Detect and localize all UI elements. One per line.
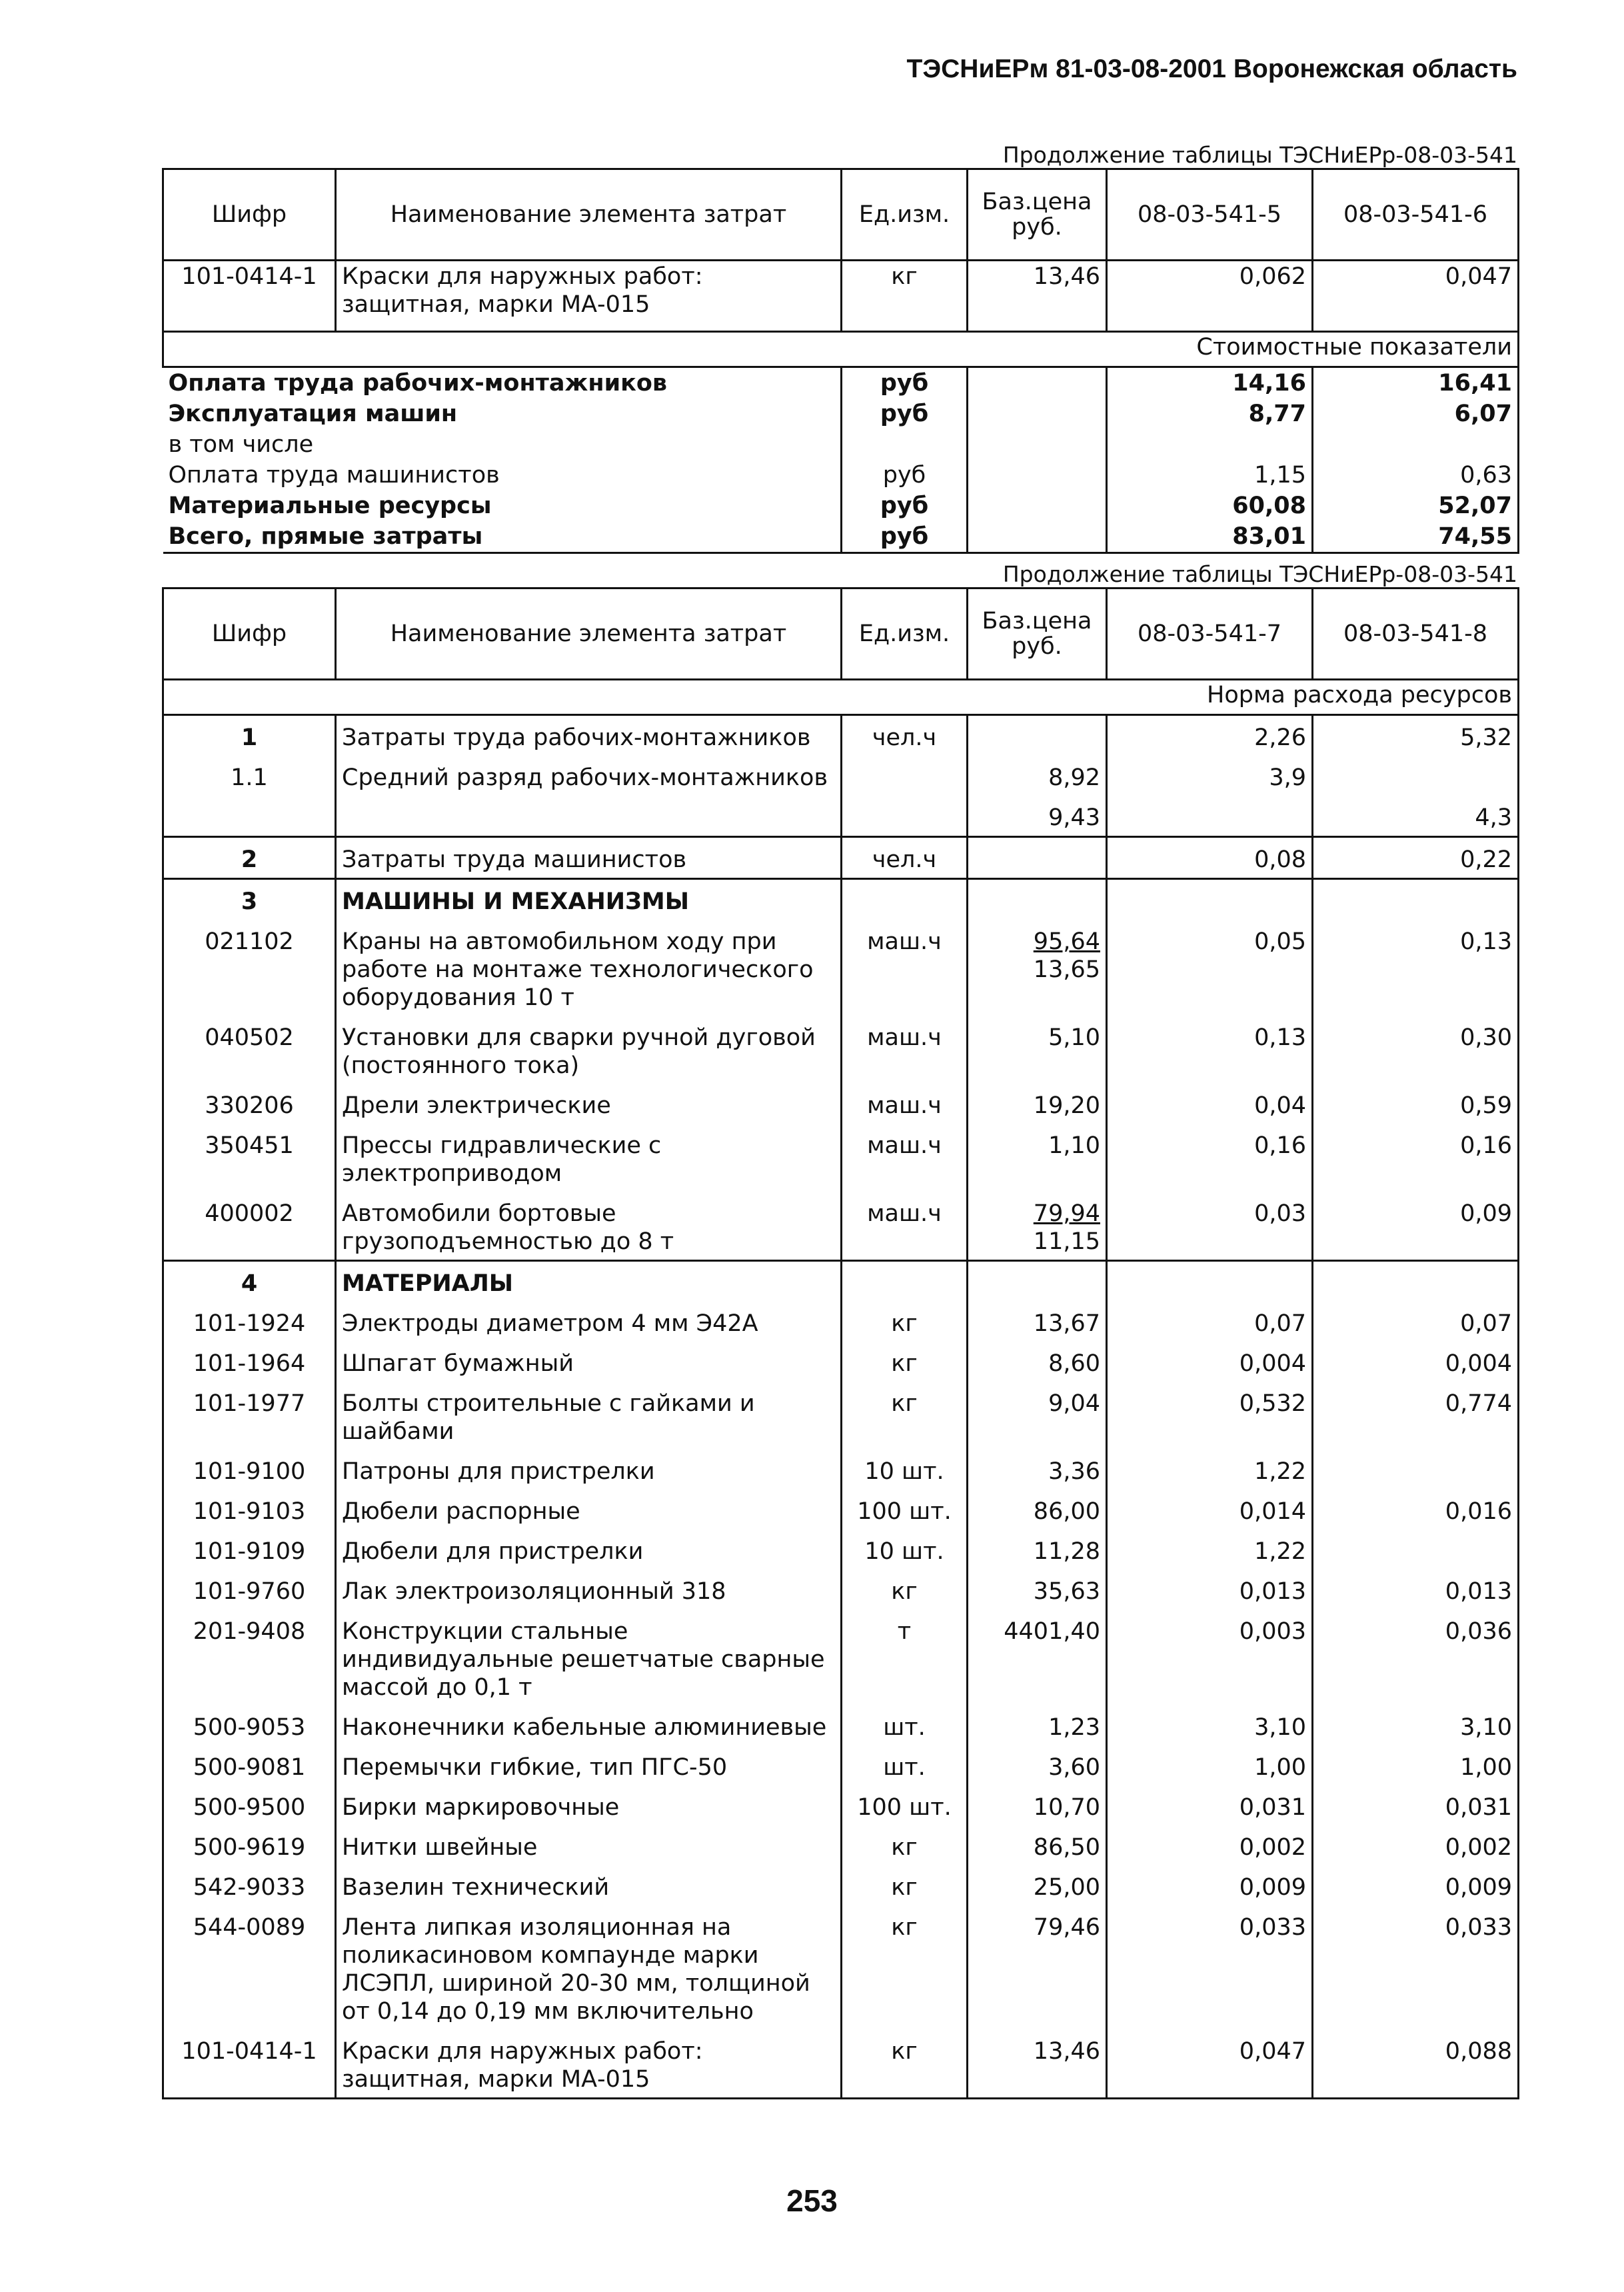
section-label: Стоимостные показатели — [163, 332, 1519, 367]
row-v2: 0,59 — [1313, 1084, 1519, 1124]
cost-row — [163, 367, 1519, 399]
row-price: 1,10 — [968, 1124, 1107, 1192]
cost-row — [163, 460, 1519, 491]
row-code: 1.1 — [163, 756, 336, 796]
row-v1: 0,532 — [1107, 1382, 1313, 1450]
row-v2 — [1313, 1450, 1519, 1490]
cost-label: Оплата труда рабочих-монтажников — [168, 370, 668, 397]
material-v2: 0,047 — [1313, 261, 1519, 332]
row-code: 101-1924 — [163, 1302, 336, 1342]
cost-row — [163, 521, 1519, 553]
row-v1: 0,004 — [1107, 1342, 1313, 1382]
cost-v2: 74,55 — [1313, 521, 1519, 553]
row-code: 101-0414-1 — [163, 2029, 336, 2099]
row-v1: 0,003 — [1107, 1610, 1313, 1706]
row-v2: 0,774 — [1313, 1382, 1519, 1450]
document-header: ТЭСНиЕРм 81-03-08-2001 Воронежская область — [906, 55, 1517, 83]
cost-price — [968, 521, 1107, 553]
cost-v2: 52,07 — [1313, 491, 1519, 521]
cost-price — [968, 491, 1107, 521]
row-code: 1 — [163, 715, 336, 756]
row-v1: 0,07 — [1107, 1302, 1313, 1342]
cost-v2 — [1313, 429, 1519, 460]
row-v1: 0,002 — [1107, 1825, 1313, 1865]
row-price: 35,63 — [968, 1570, 1107, 1610]
cost-v2: 0,63 — [1313, 460, 1519, 491]
row-unit: маш.ч — [842, 1084, 968, 1124]
row-v2: 0,13 — [1313, 920, 1519, 1016]
row-unit: кг — [842, 1382, 968, 1450]
row-v2: 0,016 — [1313, 1490, 1519, 1530]
row-v2: 0,004 — [1313, 1342, 1519, 1382]
row-price: 5,10 — [968, 1016, 1107, 1084]
row-code: 500-9053 — [163, 1706, 336, 1745]
row-unit: кг — [842, 1570, 968, 1610]
row-price-secondary: 13,65 — [1033, 956, 1100, 983]
resource-row — [163, 1261, 1519, 1302]
row-unit: чел.ч — [842, 715, 968, 756]
row-v1: 0,033 — [1107, 1905, 1313, 2029]
cost-v1: 60,08 — [1107, 491, 1313, 521]
row-v1 — [1107, 1261, 1313, 1302]
row-unit: кг — [842, 1865, 968, 1905]
row-v2: 5,32 — [1313, 715, 1519, 756]
row-code: 101-1964 — [163, 1342, 336, 1382]
cost-v1: 83,01 — [1107, 521, 1313, 553]
row-name: Патроны для пристрелки — [336, 1450, 842, 1490]
row-name: Прессы гидравлические с электроприводом — [336, 1124, 842, 1192]
resource-row — [163, 1745, 1519, 1785]
cost-unit — [842, 429, 968, 460]
row-v2: 0,031 — [1313, 1785, 1519, 1825]
cost-row — [163, 399, 1519, 429]
table1-header-row — [163, 169, 1519, 261]
row-price: 8,92 — [968, 756, 1107, 796]
row-code: 101-9100 — [163, 1450, 336, 1490]
row-price: 11,28 — [968, 1530, 1107, 1570]
row-code: 101-9109 — [163, 1530, 336, 1570]
table1-continuation-label: Продолжение таблицы ТЭСНиЕРр-08-03-541 — [1002, 142, 1517, 168]
row-name: Краны на автомобильном ходу при работе на монтаже технологического оборудования 10 т — [336, 920, 842, 1016]
row-v2: 3,10 — [1313, 1706, 1519, 1745]
resource-row — [163, 1192, 1519, 1261]
cost-row — [163, 491, 1519, 521]
resource-row — [163, 756, 1519, 796]
row-name: Автомобили бортовые грузоподъемностью до 8 т — [336, 1192, 842, 1261]
row-name: Лак электроизоляционный 318 — [336, 1570, 842, 1610]
row-v1: 0,04 — [1107, 1084, 1313, 1124]
row-name: Нитки швейные — [336, 1825, 842, 1865]
row-code: 201-9408 — [163, 1610, 336, 1706]
header-col7: 08-03-541-7 — [1107, 588, 1313, 680]
row-v2: 1,00 — [1313, 1745, 1519, 1785]
row-code: 021102 — [163, 920, 336, 1016]
table1-material-row — [163, 261, 1519, 332]
row-price: 3,60 — [968, 1745, 1107, 1785]
table2-continuation-label: Продолжение таблицы ТЭСНиЕРр-08-03-541 — [1002, 561, 1517, 587]
row-unit — [842, 756, 968, 796]
resource-row — [163, 796, 1519, 837]
resource-row — [163, 1785, 1519, 1825]
resource-row — [163, 879, 1519, 920]
material-name: Краски для наружных работ: защитная, марки МА-015 — [336, 261, 842, 332]
row-code: 3 — [163, 879, 336, 920]
row-name: Конструкции стальные индивидуальные решетчатые сварные массой до 0,1 т — [336, 1610, 842, 1706]
row-v2: 0,013 — [1313, 1570, 1519, 1610]
row-price: 86,50 — [968, 1825, 1107, 1865]
row-v1: 0,031 — [1107, 1785, 1313, 1825]
resource-row — [163, 1490, 1519, 1530]
row-v1: 0,08 — [1107, 837, 1313, 879]
resource-row — [163, 1825, 1519, 1865]
row-unit: кг — [842, 2029, 968, 2099]
row-name: МАШИНЫ И МЕХАНИЗМЫ — [336, 879, 842, 920]
table2 — [162, 587, 1519, 2099]
row-unit: шт. — [842, 1745, 968, 1785]
row-unit: 100 шт. — [842, 1490, 968, 1530]
row-name: Установки для сварки ручной дуговой (постоянного тока) — [336, 1016, 842, 1084]
row-v1: 3,9 — [1107, 756, 1313, 796]
row-price: 13,46 — [968, 2029, 1107, 2099]
cost-label: Оплата труда машинистов — [168, 462, 500, 489]
row-v2: 0,16 — [1313, 1124, 1519, 1192]
resource-row — [163, 1865, 1519, 1905]
row-v1: 1,00 — [1107, 1745, 1313, 1785]
cost-price — [968, 367, 1107, 399]
row-v2: 0,088 — [1313, 2029, 1519, 2099]
row-v2: 0,036 — [1313, 1610, 1519, 1706]
row-price: 8,60 — [968, 1342, 1107, 1382]
row-code: 500-9081 — [163, 1745, 336, 1785]
header-price: Баз.цена руб. — [968, 588, 1107, 680]
row-unit: маш.ч — [842, 1192, 968, 1261]
row-price-secondary: 11,15 — [1033, 1228, 1100, 1255]
row-v1: 0,009 — [1107, 1865, 1313, 1905]
row-name: Лента липкая изоляционная на поликасиновом компаунде марки ЛСЭПЛ, шириной 20-30 мм, толщиной от 0,14 до 0,19 мм включительно — [336, 1905, 842, 2029]
row-unit: чел.ч — [842, 837, 968, 879]
row-code: 350451 — [163, 1124, 336, 1192]
row-name: Наконечники кабельные алюминиевые — [336, 1706, 842, 1745]
row-price: 13,67 — [968, 1302, 1107, 1342]
row-price: 9,04 — [968, 1382, 1107, 1450]
row-unit: маш.ч — [842, 1016, 968, 1084]
header-col6: 08-03-541-6 — [1313, 169, 1519, 261]
row-name: Дюбели распорные — [336, 1490, 842, 1530]
resource-row — [163, 1610, 1519, 1706]
page-number: 253 — [786, 2183, 838, 2218]
row-v1: 0,014 — [1107, 1490, 1313, 1530]
row-price: 19,20 — [968, 1084, 1107, 1124]
row-v2 — [1313, 756, 1519, 796]
row-price — [968, 1192, 1107, 1261]
row-unit: кг — [842, 1302, 968, 1342]
row-unit: т — [842, 1610, 968, 1706]
row-price — [968, 1261, 1107, 1302]
row-v1 — [1107, 879, 1313, 920]
header-col5: 08-03-541-5 — [1107, 169, 1313, 261]
row-name: Перемычки гибкие, тип ПГС-50 — [336, 1745, 842, 1785]
row-name: Вазелин технический — [336, 1865, 842, 1905]
cost-unit: руб — [842, 521, 968, 553]
row-unit: маш.ч — [842, 920, 968, 1016]
row-v2: 0,30 — [1313, 1016, 1519, 1084]
cost-unit: руб — [842, 460, 968, 491]
row-price: 25,00 — [968, 1865, 1107, 1905]
section-label: Норма расхода ресурсов — [163, 680, 1519, 715]
row-price: 86,00 — [968, 1490, 1107, 1530]
row-code: 500-9500 — [163, 1785, 336, 1825]
row-name: Бирки маркировочные — [336, 1785, 842, 1825]
row-code: 040502 — [163, 1016, 336, 1084]
cost-v2: 16,41 — [1313, 367, 1519, 399]
row-v1: 1,22 — [1107, 1450, 1313, 1490]
resource-row — [163, 1706, 1519, 1745]
material-v1: 0,062 — [1107, 261, 1313, 332]
cost-price — [968, 460, 1107, 491]
row-price: 3,36 — [968, 1450, 1107, 1490]
row-v2: 0,07 — [1313, 1302, 1519, 1342]
row-v2: 0,009 — [1313, 1865, 1519, 1905]
row-v2: 0,002 — [1313, 1825, 1519, 1865]
header-code: Шифр — [163, 588, 336, 680]
resource-row — [163, 837, 1519, 879]
header-price: Баз.цена руб. — [968, 169, 1107, 261]
row-unit — [842, 879, 968, 920]
row-v1: 0,05 — [1107, 920, 1313, 1016]
cost-rows — [163, 367, 1519, 553]
row-name: Дюбели для пристрелки — [336, 1530, 842, 1570]
header-name: Наименование элемента затрат — [336, 169, 842, 261]
row-name — [336, 796, 842, 837]
cost-unit: руб — [842, 399, 968, 429]
row-price: 4401,40 — [968, 1610, 1107, 1706]
row-v2: 0,033 — [1313, 1905, 1519, 2029]
row-unit: 10 шт. — [842, 1450, 968, 1490]
row-code: 330206 — [163, 1084, 336, 1124]
row-name: МАТЕРИАЛЫ — [336, 1261, 842, 1302]
row-v2 — [1313, 1530, 1519, 1570]
row-code: 101-9103 — [163, 1490, 336, 1530]
row-v2 — [1313, 879, 1519, 920]
resource-row — [163, 1124, 1519, 1192]
row-v1 — [1107, 796, 1313, 837]
row-unit: 10 шт. — [842, 1530, 968, 1570]
resource-row — [163, 1016, 1519, 1084]
row-unit — [842, 1261, 968, 1302]
resource-row — [163, 1450, 1519, 1490]
row-v1: 0,03 — [1107, 1192, 1313, 1261]
row-price-main: 95,64 — [1033, 928, 1100, 955]
row-name: Краски для наружных работ: защитная, марки МА-015 — [336, 2029, 842, 2099]
row-unit: шт. — [842, 1706, 968, 1745]
header-col8: 08-03-541-8 — [1313, 588, 1519, 680]
resource-row — [163, 1570, 1519, 1610]
row-code — [163, 796, 336, 837]
row-code: 542-9033 — [163, 1865, 336, 1905]
row-code: 101-1977 — [163, 1382, 336, 1450]
row-v2: 0,22 — [1313, 837, 1519, 879]
row-price-main: 79,94 — [1033, 1200, 1100, 1227]
resource-row — [163, 1905, 1519, 2029]
row-code: 400002 — [163, 1192, 336, 1261]
resource-row — [163, 920, 1519, 1016]
row-unit: кг — [842, 1825, 968, 1865]
row-code: 500-9619 — [163, 1825, 336, 1865]
row-v2 — [1313, 1261, 1519, 1302]
cost-v1: 14,16 — [1107, 367, 1313, 399]
row-code: 2 — [163, 837, 336, 879]
row-name: Затраты труда машинистов — [336, 837, 842, 879]
row-v1: 0,16 — [1107, 1124, 1313, 1192]
cost-v1: 1,15 — [1107, 460, 1313, 491]
cost-price — [968, 399, 1107, 429]
row-code: 101-9760 — [163, 1570, 336, 1610]
table2-header-row — [163, 588, 1519, 680]
resource-row — [163, 715, 1519, 756]
cost-v1: 8,77 — [1107, 399, 1313, 429]
cost-v2: 6,07 — [1313, 399, 1519, 429]
resource-row — [163, 1302, 1519, 1342]
resource-row — [163, 1084, 1519, 1124]
row-unit: маш.ч — [842, 1124, 968, 1192]
cost-label: Всего, прямые затраты — [163, 521, 842, 553]
header-name: Наименование элемента затрат — [336, 588, 842, 680]
resource-row — [163, 2029, 1519, 2099]
row-v1: 0,047 — [1107, 2029, 1313, 2099]
row-name: Шпагат бумажный — [336, 1342, 842, 1382]
row-v2: 0,09 — [1313, 1192, 1519, 1261]
cost-label: в том числе — [168, 431, 314, 458]
header-unit: Ед.изм. — [842, 588, 968, 680]
material-price: 13,46 — [968, 261, 1107, 332]
row-price — [968, 920, 1107, 1016]
row-unit: кг — [842, 1342, 968, 1382]
row-v1: 1,22 — [1107, 1530, 1313, 1570]
header-unit: Ед.изм. — [842, 169, 968, 261]
cost-v1 — [1107, 429, 1313, 460]
header-code: Шифр — [163, 169, 336, 261]
row-price: 10,70 — [968, 1785, 1107, 1825]
row-price: 79,46 — [968, 1905, 1107, 2029]
row-code: 544-0089 — [163, 1905, 336, 2029]
row-price: 9,43 — [968, 796, 1107, 837]
row-v1: 3,10 — [1107, 1706, 1313, 1745]
cost-row — [163, 429, 1519, 460]
row-code: 4 — [163, 1261, 336, 1302]
table1 — [162, 168, 1519, 554]
row-name: Затраты труда рабочих-монтажников — [336, 715, 842, 756]
row-price — [968, 715, 1107, 756]
row-v2: 4,3 — [1313, 796, 1519, 837]
row-name: Электроды диаметром 4 мм Э42А — [336, 1302, 842, 1342]
row-v1: 2,26 — [1107, 715, 1313, 756]
cost-price — [968, 429, 1107, 460]
row-name: Средний разряд рабочих-монтажников — [336, 756, 842, 796]
row-price — [968, 837, 1107, 879]
table1-section-row — [163, 332, 1519, 367]
cost-unit: руб — [842, 491, 968, 521]
cost-label: Эксплуатация машин — [168, 401, 458, 427]
row-name: Болты строительные с гайками и шайбами — [336, 1382, 842, 1450]
cost-label: Материальные ресурсы — [168, 493, 492, 519]
row-v1: 0,013 — [1107, 1570, 1313, 1610]
row-unit: кг — [842, 1905, 968, 2029]
row-v1: 0,13 — [1107, 1016, 1313, 1084]
resource-row — [163, 1530, 1519, 1570]
row-unit — [842, 796, 968, 837]
row-price — [968, 879, 1107, 920]
resource-row — [163, 1342, 1519, 1382]
material-unit: кг — [842, 261, 968, 332]
row-unit: 100 шт. — [842, 1785, 968, 1825]
cost-unit: руб — [842, 367, 968, 399]
row-name: Дрели электрические — [336, 1084, 842, 1124]
material-code: 101-0414-1 — [163, 261, 336, 332]
row-price: 1,23 — [968, 1706, 1107, 1745]
resource-rows — [163, 715, 1519, 2099]
resource-row — [163, 1382, 1519, 1450]
table2-section-row — [163, 680, 1519, 715]
